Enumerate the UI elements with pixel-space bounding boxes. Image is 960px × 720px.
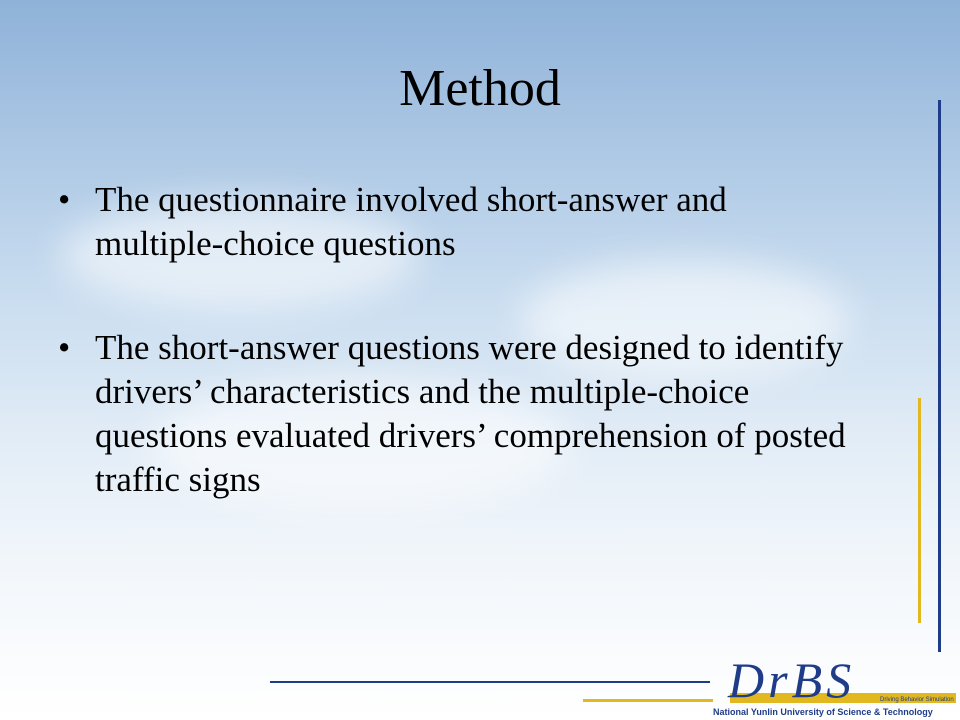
dribs-logo [710,652,960,720]
bullet-marker: • [58,328,71,367]
bullet-marker: • [58,180,71,219]
bullet-item [58,178,858,266]
bullet-item [58,326,858,502]
bullet-text: The short-answer questions were designed to identify drivers’ characteristics and the multiple-choice questions evaluated drivers’ comprehension of posted traffic signs [95,328,846,499]
bullet-list [58,178,858,502]
logo-caption: National Yunlin University of Science & Technology [713,707,933,717]
decorative-horizontal-gold-line [583,699,713,702]
logo-subtitle: Driving Behavior Simulation [880,697,954,703]
bullet-text: The questionnaire involved short-answer and multiple-choice questions [95,180,727,263]
decorative-vertical-gold-line [918,398,921,623]
logo-wordmark: DrBS [728,652,856,708]
slide-title: Method [399,60,561,117]
decorative-horizontal-blue-line [270,681,710,683]
decorative-vertical-blue-line [938,100,941,652]
